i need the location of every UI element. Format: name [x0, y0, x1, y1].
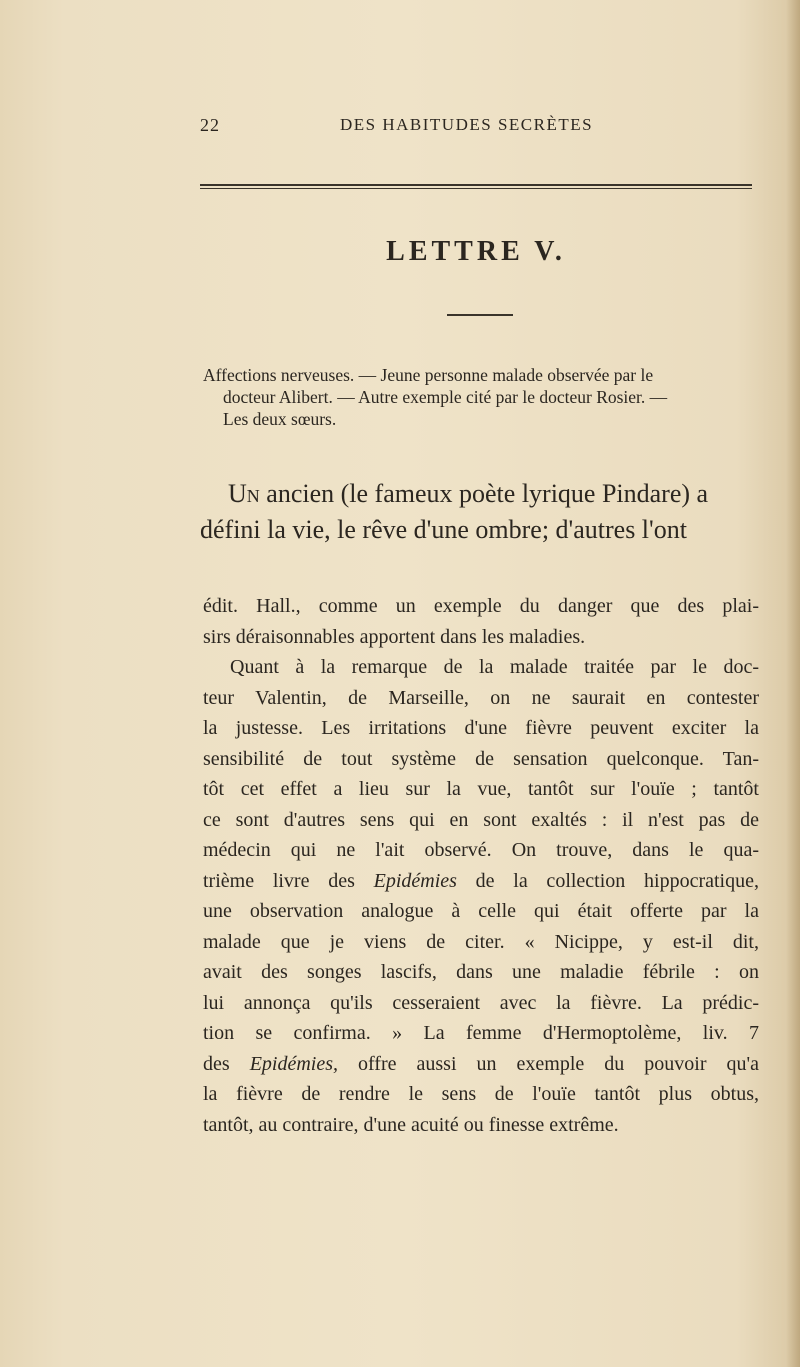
body-line: sirs déraisonnables apportent dans les maladies.: [203, 625, 586, 648]
body-line-text: offre aussi un exemple du pouvoir qu'a: [338, 1052, 760, 1075]
summary-line: Les deux sœurs.: [223, 409, 337, 429]
header-rule-thick: [200, 184, 752, 186]
summary-line: docteur Alibert. — Autre exemple cité par le docteur Rosier. —: [223, 387, 668, 407]
body-line: la justesse. Les irritations d'une fièvre peuvent exciter la: [203, 717, 759, 739]
body-line: teur Valentin, de Marseille, on ne saurait en contester: [203, 686, 759, 709]
body-line: médecin qui ne l'ait observé. On trouve, dans le qua-: [203, 839, 759, 861]
summary-line: Affections nerveuses. — Jeune personne malade observée par le: [203, 365, 654, 385]
italic-title-epidemies: Epidémies: [373, 869, 457, 892]
body-line: lui annonça qu'ils cesseraient avec la fièvre. La prédic-: [203, 991, 759, 1014]
title-rule: [447, 314, 513, 316]
body-line: avait des songes lascifs, dans une maladie fébrile : on: [203, 961, 759, 983]
body-line-text: de la collection hippocratique,: [456, 869, 759, 892]
body-line: tantôt, au contraire, d'une acuité ou finesse extrême.: [203, 1113, 619, 1136]
body-line: édit. Hall., comme un exemple du danger que des plai-: [203, 595, 759, 617]
opening-line-1-text: ancien (le fameux poète lyrique Pindare) a: [259, 479, 709, 508]
header-rule-thin: [200, 188, 752, 189]
running-head: DES HABITUDES SECRÈTES: [340, 115, 594, 134]
body-line: ce sont d'autres sens qui en sont exaltés : il n'est pas de: [203, 808, 759, 831]
body-line: sensibilité de tout système de sensation quelconque. Tan-: [203, 747, 759, 770]
opening-paragraph: [200, 476, 758, 548]
body-line: Quant à la remarque de la malade traitée par le doc-: [230, 656, 759, 678]
body-line-text: des: [203, 1052, 230, 1075]
opening-line-1: [228, 476, 758, 512]
body-text: [203, 591, 759, 1140]
opening-line-2: défini la vie, le rêve d'une ombre; d'autres l'ont: [200, 515, 687, 544]
body-line: malade que je viens de citer. « Nicippe, y est-il dit,: [203, 930, 759, 953]
body-line: tion se confirma. » La femme d'Hermoptolème, liv. 7: [203, 1022, 759, 1044]
letter-title: LETTRE V.: [386, 236, 566, 267]
body-line: une observation analogue à celle qui était offerte par la: [203, 900, 759, 922]
body-line: la fièvre de rendre le sens de l'ouïe tantôt plus obtus,: [203, 1083, 759, 1105]
italic-title-epidemies: Epidémies,: [249, 1052, 338, 1075]
body-line: tôt cet effet a lieu sur la vue, tantôt sur l'ouïe ; tantôt: [203, 778, 759, 800]
letter-summary: [205, 364, 757, 430]
page-edge-shadow: [786, 0, 800, 1367]
body-line-text: trième livre des: [203, 869, 355, 892]
body-line-with-italic: [203, 1049, 759, 1080]
body-line-with-italic: [203, 866, 759, 897]
opening-dropcap-word: Un: [228, 479, 260, 508]
page-number: 22: [200, 115, 220, 135]
